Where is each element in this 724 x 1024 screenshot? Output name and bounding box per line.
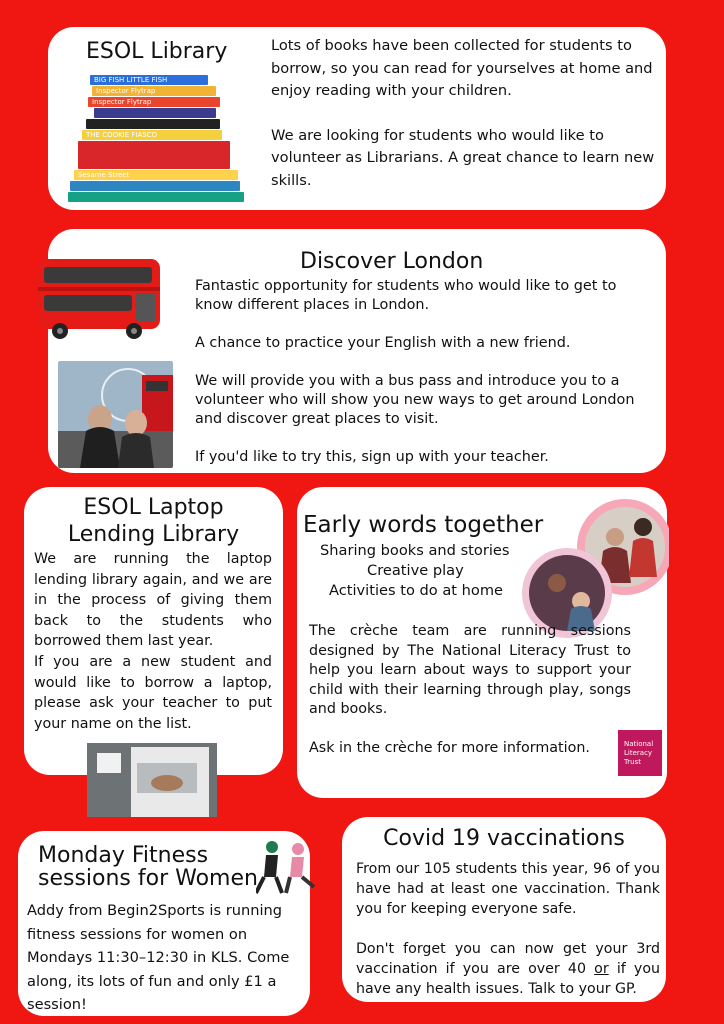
covid-card bbox=[342, 817, 666, 1002]
early-bullet-3: Activities to do at home bbox=[329, 582, 504, 599]
early-bullet-2: Creative play bbox=[367, 562, 464, 579]
covid-para-2-start: Don't forget you can now get your 3rd vaccination if you are over 40 bbox=[356, 941, 660, 977]
early-words-ask: Ask in the crèche for more information. bbox=[309, 740, 590, 756]
women-exercising-illustration bbox=[256, 837, 318, 897]
covid-para-2 bbox=[356, 939, 660, 999]
esol-library-text bbox=[271, 35, 657, 192]
book-spine: THE COOKIE FIASCO bbox=[82, 130, 222, 140]
london-para-3: We will provide you with a bus pass and introduce you to a volunteer who will show you new ways to get around London and discover great places to visit. bbox=[195, 373, 635, 427]
laptop-para-1: We are running the laptop lending library again, and we are in the process of giving them back to the students who borrowed them last year. bbox=[34, 551, 272, 650]
early-words-title: Early words together bbox=[303, 512, 544, 538]
esol-library-card bbox=[48, 27, 666, 210]
laptop-photo bbox=[87, 743, 217, 817]
early-words-body: The crèche team are running sessions designed by The National Literacy Trust to help you learn about ways to support your child with their learning through play, songs and books. bbox=[309, 623, 631, 717]
book-spine: Sesame Street bbox=[74, 170, 238, 180]
library-para-2: We are looking for students who would like to volunteer as Librarians. A great chance to learn new skills. bbox=[271, 126, 655, 189]
book-spine bbox=[68, 192, 244, 202]
covid-or-underlined: or bbox=[594, 961, 609, 977]
laptop-title-line-2: Lending Library bbox=[67, 522, 240, 547]
book-spine bbox=[94, 108, 216, 118]
london-para-2: A chance to practice your English with a new friend. bbox=[195, 335, 571, 351]
london-para-4: If you'd like to try this, sign up with your teacher. bbox=[195, 449, 549, 465]
book-stack-illustration bbox=[68, 75, 242, 193]
early-words-card bbox=[297, 487, 667, 798]
fitness-title-line-1: Monday Fitness bbox=[38, 843, 209, 868]
book-spine bbox=[78, 141, 230, 169]
esol-library-title: ESOL Library bbox=[86, 39, 228, 64]
covid-text bbox=[356, 859, 660, 999]
early-bullet-1: Sharing books and stories bbox=[320, 542, 510, 559]
covid-para-1: From our 105 students this year, 96 of you have had at least one vaccination. Thank you for keeping everyone safe. bbox=[356, 861, 660, 917]
laptop-lending-card bbox=[24, 487, 283, 775]
laptop-title-line-1: ESOL Laptop bbox=[83, 495, 224, 520]
london-eye-photo bbox=[58, 361, 173, 468]
national-literacy-trust-logo: National Literacy Trust bbox=[618, 730, 662, 776]
book-spine: Inspector Flytrap bbox=[92, 86, 216, 96]
discover-london-title: Discover London bbox=[300, 249, 484, 274]
fitness-body: Addy from Begin2Sports is running fitness sessions for women on Mondays 11:30–12:30 in KLS. Come along, its lots of fun and only £1 a session! bbox=[27, 902, 290, 1013]
covid-title: Covid 19 vaccinations bbox=[383, 826, 625, 851]
discover-london-card bbox=[48, 229, 666, 473]
book-spine bbox=[86, 119, 220, 129]
book-spine bbox=[70, 181, 240, 191]
discover-london-text bbox=[195, 277, 655, 467]
book-spine: BIG FISH LITTLE FISH bbox=[90, 75, 208, 85]
laptop-para-2: If you are a new student and would like to borrow a laptop, please ask your teacher to put your name on the list. bbox=[34, 653, 272, 732]
book-spine: Inspector Flytrap bbox=[88, 97, 220, 107]
london-para-1: Fantastic opportunity for students who would like to get to know different places in London. bbox=[195, 278, 617, 313]
fitness-card bbox=[18, 831, 310, 1016]
london-bus-illustration bbox=[34, 249, 166, 341]
library-para-1: Lots of books have been collected for students to borrow, so you can read for yourselves at home and enjoy reading with your children. bbox=[271, 37, 653, 99]
laptop-text bbox=[34, 549, 272, 734]
fitness-title-line-2: sessions for Women bbox=[38, 866, 258, 891]
covid-para-2-end: if you have any health issues. Talk to your GP. bbox=[356, 961, 660, 997]
